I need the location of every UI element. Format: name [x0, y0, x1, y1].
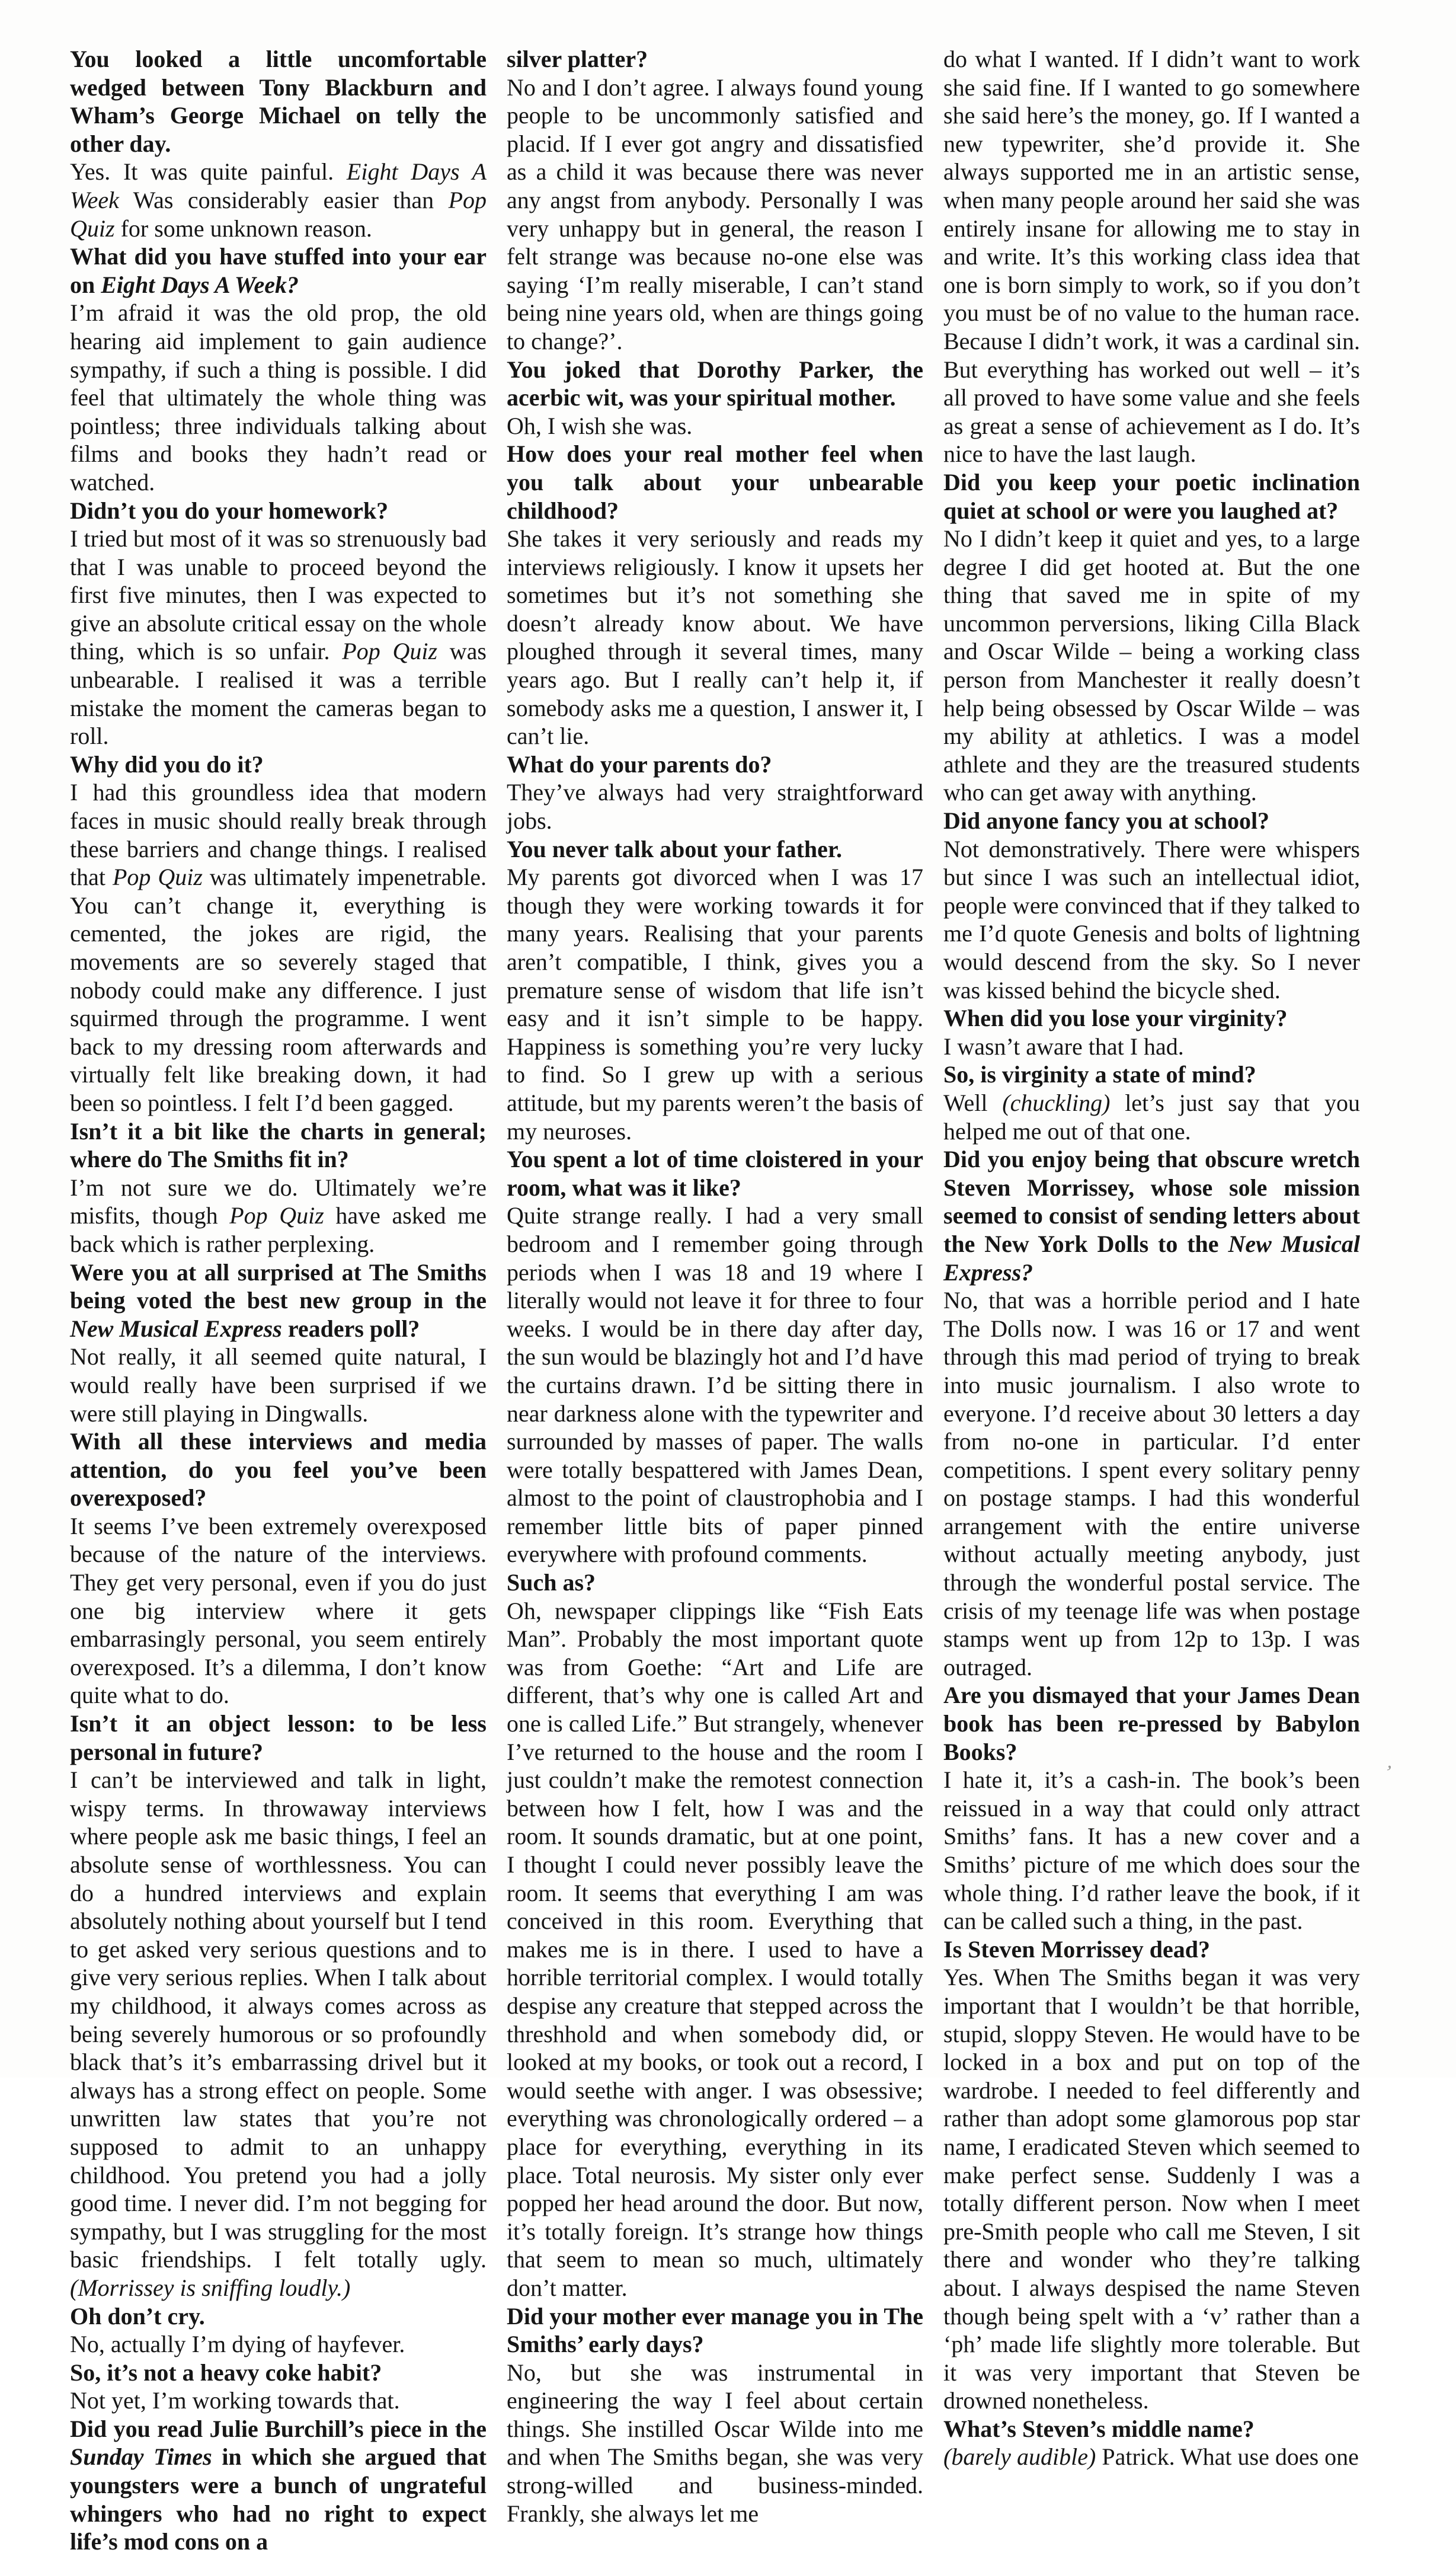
interview-answer	[507, 1597, 923, 2302]
text-run: You spent a lot of time cloistered in your room, what was it like?	[507, 1146, 923, 1201]
interview-answer	[943, 45, 1360, 468]
text-run: Were you at all surprised at The Smiths being voted the best new group in the	[70, 1258, 487, 1314]
interview-question	[70, 1710, 487, 1766]
interview-question	[943, 1681, 1360, 1766]
text-run: Didn’t you do your homework?	[70, 497, 389, 524]
text-run: (Morrissey is sniffing loudly.)	[70, 2274, 351, 2301]
interview-answer	[943, 835, 1360, 1005]
text-run: What did you have stuffed into your ear on	[70, 243, 487, 298]
text-run: She takes it very seriously and reads my interviews religiously. I know it upsets her sometimes but it’s not something she doesn’t already know about. We have ploughed through it several times, many years ago. But I really can’t help it, if somebody asks me a question, I answer it, I can’t lie.	[507, 525, 923, 750]
text-run: (barely audible)	[943, 2443, 1096, 2471]
interview-answer	[507, 778, 923, 835]
text-run: Why did you do it?	[70, 750, 264, 778]
interview-answer	[70, 525, 487, 750]
interview-question	[507, 1568, 923, 1597]
interview-answer	[70, 299, 487, 496]
text-run: No I didn’t keep it quiet and yes, to a large degree I did get hooted at. But the one thing that saved me in spite of my uncommon perversions, liking Cilla Black and Oscar Wilde – being a working class person from Manchester it really doesn’t help being obsessed by Oscar Wilde – was my ability at athletics. I was a model athlete and they are the treasured students who can get away with anything.	[943, 525, 1360, 806]
text-run: Well	[943, 1089, 1003, 1116]
text-run: I’m afraid it was the old prop, the old hearing aid implement to gain audience sympathy, if such a thing is possible. I did feel that ultimately the whole thing was pointless; three individuals talking about films and books they hadn’t read or watched.	[70, 299, 487, 496]
text-run: Eight Days A Week	[70, 158, 487, 213]
interview-question	[507, 440, 923, 525]
text-run: You looked a little uncomfortable wedged between Tony Blackburn and Wham’s George Michael on telly the other day.	[70, 46, 487, 157]
text-run: (chuckling)	[1002, 1089, 1111, 1116]
text-run: do what I wanted. If I didn’t want to work she said fine. If I wanted to go somewhere she said here’s the money, go. If I wanted a new typewriter, she’d provide it. She always supported me in an artistic sense, when many people around her said she was entirely insane for allowing me to stay in and write. It’s this working class idea that one is born simply to work, so if you don’t you must be of no value to the human race. Because I didn’t work, it was a cardinal sin. But everything has worked out well – it’s all proved to have some value and she feels as great a sense of achievement as I do. It’s nice to have the last laugh.	[943, 46, 1360, 468]
text-run: Did you keep your poetic inclination quiet at school or were you laughed at?	[943, 468, 1360, 524]
text-run: Isn’t it a bit like the charts in general; where do The Smiths fit in?	[70, 1117, 487, 1173]
interview-question	[70, 2302, 487, 2331]
interview-question	[70, 242, 487, 299]
interview-answer	[70, 1174, 487, 1258]
text-run: So, is virginity a state of mind?	[943, 1061, 1256, 1088]
interview-answer	[943, 1033, 1360, 1061]
interview-answer	[507, 412, 923, 440]
interview-question	[943, 468, 1360, 525]
text-run: Isn’t it an object lesson: to be less personal in future?	[70, 1710, 487, 1765]
text-run: silver platter?	[507, 46, 648, 72]
interview-answer	[70, 1512, 487, 1710]
text-run: They’ve always had very straightforward jobs.	[507, 779, 923, 835]
text-run: Did you enjoy being that obscure wretch Steven Morrissey, whose sole mission seemed to consist of sending letters about the New York Dolls to the	[943, 1146, 1360, 1257]
text-column-1	[70, 45, 487, 2556]
interview-answer	[70, 158, 487, 242]
interview-question	[943, 1004, 1360, 1033]
text-run: What do your parents do?	[507, 750, 772, 778]
interview-question	[70, 2415, 487, 2556]
interview-question	[943, 807, 1360, 835]
interview-question	[507, 45, 923, 74]
interview-answer	[943, 1089, 1360, 1145]
text-run: Was considerably easier than	[119, 186, 449, 213]
text-run: was ultimately impenetrable. You can’t change it, everything is cemented, the jokes are rigid, the movements are so severely staged that nobody could make any difference. I just squirmed through the programme. I went back to my dressing room afterwards and virtually felt like breaking down, it had been so pointless. I felt I’d been gagged.	[70, 864, 487, 1116]
text-run: Is Steven Morrissey dead?	[943, 1935, 1210, 1963]
text-run: Pop Quiz	[229, 1202, 324, 1229]
interview-answer	[70, 1766, 487, 2302]
text-run: Did your mother ever manage you in The Smiths’ early days?	[507, 2302, 923, 2358]
text-run: No and I don’t agree. I always found young people to be uncommonly satisfied and placid. If I ever got angry and dissatisfied as a child it was because there was never any angst from anybody. Personally I was very unhappy but in general, the reason I felt strange was because no-one else was saying ‘I’m really miserable, I can’t stand being nine years old, when are things going to change?’.	[507, 74, 923, 354]
text-run: Eight Days A Week?	[101, 271, 299, 298]
interview-question	[70, 2359, 487, 2387]
text-run: Such as?	[507, 1569, 596, 1596]
text-run: Patrick. What use does one	[1096, 2443, 1359, 2471]
text-run: Oh, newspaper clippings like “Fish Eats Man”. Probably the most important quote was from Goethe: “Art and Life are different, that’s why one is called Art and one is called Life.” But strangely, whenever I’ve returned to the house and the room I just couldn’t make the remotest connection between how I felt, how I was and the room. It sounds dramatic, but at one point, I thought I could never possibly leave the room. It seems that everything I am was conceived in this room. Everything that makes me is in there. I used to have a horrible territorial complex. I would totally despise any creature that stepped across the threshhold and when somebody did, or looked at my books, or took out a record, I would seethe with anger. I was obsessive; everything was chronologically ordered – a place for everything, everything in its place. Total neurosis. My sister only ever popped her head around the door. But now, it’s totally foreign. It’s strange how things that seem to mean so much, ultimately don’t matter.	[507, 1597, 923, 2301]
text-run: How does your real mother feel when you talk about your unbearable childhood?	[507, 440, 923, 524]
text-run: Pop Quiz	[112, 864, 203, 891]
interview-question	[507, 356, 923, 412]
text-run: Yes. It was quite painful.	[70, 158, 347, 186]
text-run: readers poll?	[281, 1315, 420, 1342]
interview-question	[943, 1060, 1360, 1089]
text-run: Oh don’t cry.	[70, 2302, 205, 2330]
text-run: I wasn’t aware that I had.	[943, 1033, 1184, 1060]
text-run: What’s Steven’s middle name?	[943, 2415, 1255, 2442]
text-run: for some unknown reason.	[114, 215, 372, 242]
text-run: Sunday Times	[70, 2443, 212, 2471]
interview-question	[943, 1145, 1360, 1286]
text-run: Not really, it all seemed quite natural, I would really have been surprised if we were still playing in Dingwalls.	[70, 1343, 487, 1427]
text-run: Quite strange really. I had a very small bedroom and I remember going through periods when I was 18 and 19 where I literally would not leave it for three to four weeks. I would be in there day after day, the sun would be blazingly hot and I’d have the curtains drawn. I’d be sitting there in near darkness alone with the typewriter and surrounded by masses of paper. The walls were totally bespattered with James Dean, almost to the point of claustrophobia and I remember little bits of paper pinned everywhere with profound comments.	[507, 1202, 923, 1568]
interview-question	[943, 1935, 1360, 1964]
text-run: I hate it, it’s a cash-in. The book’s been reissued in a way that could only attract Smiths’ fans. It has a new cover and a Smiths’ picture of me which does sour the whole thing. I’d rather leave the book, if it can be called such a thing, in the past.	[943, 1766, 1360, 1935]
interview-question	[507, 750, 923, 779]
interview-answer	[70, 2386, 487, 2415]
text-run: You never talk about your father.	[507, 835, 842, 862]
interview-question	[507, 2302, 923, 2359]
text-run: New Musical Express?	[943, 1230, 1360, 1286]
interview-answer	[507, 2359, 923, 2528]
interview-question	[70, 1117, 487, 1174]
interview-question	[507, 1145, 923, 1202]
interview-answer	[70, 1343, 487, 1427]
text-run: When did you lose your virginity?	[943, 1005, 1288, 1032]
interview-question	[70, 1258, 487, 1343]
interview-answer	[943, 2443, 1360, 2471]
text-run: in which she argued that youngsters were a bunch of ungrateful whingers who had no right to expect life’s mod cons on a	[70, 2443, 487, 2555]
text-column-3	[943, 45, 1360, 2471]
interview-answer	[507, 74, 923, 356]
interview-answer	[943, 525, 1360, 807]
text-run: was unbearable. I realised it was a terrible mistake the moment the cameras began to roll.	[70, 638, 487, 750]
interview-question	[943, 2415, 1360, 2443]
interview-answer	[507, 863, 923, 1145]
text-run: Did anyone fancy you at school?	[943, 807, 1270, 835]
text-run: My parents got divorced when I was 17 though they were working towards it for many years. Realising that your parents aren’t compatible, I think, gives you a premature sense of wisdom that life isn’t easy and it isn’t simple to be happy. Happiness is something you’re very lucky to find. So I grew up with a serious attitude, but my parents weren’t the basis of my neuroses.	[507, 864, 923, 1145]
text-run: have asked me back which is rather perplexing.	[70, 1202, 487, 1257]
interview-answer	[943, 1963, 1360, 2415]
text-run: I can’t be interviewed and talk in light, wispy terms. In throwaway interviews where people ask me basic things, I feel an absolute sense of worthlessness. You can do a hundred interviews and explain absolutely nothing about yourself but I tend to get asked very serious questions and to give very serious replies. When I talk about my childhood, it always comes across as being severely humorous or so profoundly black that’s it’s embarrassing drivel but it always has a strong effect on people. Some unwritten law states that you’re not supposed to admit to an unhappy childhood. You pretend you had a jolly good time. I never did. I’m not begging for sympathy, but I was struggling for the most basic friendships. I felt totally ugly.	[70, 1766, 487, 2273]
text-run: Did you read Julie Burchill’s piece in the	[70, 2415, 487, 2442]
text-run: With all these interviews and media attention, do you feel you’ve been overexposed?	[70, 1428, 487, 1512]
text-run: No, that was a horrible period and I hate The Dolls now. I was 16 or 17 and went through this mad period of trying to break into music journalism. I also wrote to everyone. I’d receive about 30 letters a day from no-one in particular. I’d enter competitions. I spent every solitary penny on postage stamps. I had this wonderful arrangement with the entire universe without actually meeting anybody, just through the wonderful postal service. The crisis of my teenage life was when postage stamps went up from 12p to 13p. I was outraged.	[943, 1287, 1360, 1680]
text-run: Not demonstratively. There were whispers but since I was such an intellectual idiot, people were convinced that if they talked to me I’d quote Genesis and bolts of lightning would descend from the sky. So I never was kissed behind the bicycle shed.	[943, 835, 1360, 1004]
text-run: So, it’s not a heavy coke habit?	[70, 2359, 382, 2386]
interview-answer	[943, 1286, 1360, 1681]
text-run: let’s just say that you helped me out of that one.	[943, 1089, 1360, 1145]
text-run: I’m not sure we do. Ultimately we’re misfits, though	[70, 1174, 487, 1229]
interview-answer	[70, 778, 487, 1117]
text-run: Not yet, I’m working towards that.	[70, 2387, 400, 2414]
interview-answer	[943, 1766, 1360, 1935]
text-run: Pop Quiz	[342, 638, 438, 665]
text-run: Yes. When The Smiths began it was very important that I wouldn’t be that horrible, stupid, sloppy Steven. He would have to be locked in a box and put on top of the wardrobe. I needed to feel differently and rather than adopt some glamorous pop star name, I eradicated Steven which seemed to make perfect sense. Suddenly I was a totally different person. Now when I meet pre-Smith people who call me Steven, I sit there and wonder who they’re talking about. I always despised the name Steven though being spelt with a ‘v’ rather than a ‘ph’ made life slightly more tolerable. But it was very important that Steven be drowned nonetheless.	[943, 1964, 1360, 2414]
text-run: Oh, I wish she was.	[507, 412, 693, 439]
interview-answer	[507, 525, 923, 750]
interview-answer	[70, 2330, 487, 2359]
text-run: I tried but most of it was so strenuously bad that I was unable to proceed beyond the first five minutes, then I was expected to give an absolute critical essay on the whole thing, which is so unfair.	[70, 525, 487, 665]
text-run: No, but she was instrumental in engineering the way I feel about certain things. She instilled Oscar Wilde into me and when The Smiths began, she was very strong-willed and business-minded. Frankly, she always let me	[507, 2359, 923, 2527]
text-run: It seems I’ve been extremely overexposed because of the nature of the interviews. They get very personal, even if you do just one big interview where it gets embarrasingly personal, you seem entirely overexposed. It’s a dilemma, I don’t know quite what to do.	[70, 1512, 487, 1709]
text-run: No, actually I’m dying of hayfever.	[70, 2331, 405, 2358]
text-column-2	[507, 45, 923, 2528]
interview-question	[70, 497, 487, 525]
text-run: Pop Quiz	[70, 186, 487, 242]
scan-artifact-speck: ʼ	[1383, 1761, 1394, 1784]
interview-question	[70, 1427, 487, 1512]
interview-question	[507, 835, 923, 864]
text-run: I had this groundless idea that modern faces in music should really break through these barriers and change things. I realised that	[70, 779, 487, 891]
interview-answer	[507, 1202, 923, 1568]
text-run: You joked that Dorothy Parker, the acerbic wit, was your spiritual mother.	[507, 356, 923, 411]
text-run: New Musical Express	[70, 1315, 282, 1342]
interview-question	[70, 750, 487, 779]
text-run: Are you dismayed that your James Dean book has been re-pressed by Babylon Books?	[943, 1682, 1360, 1765]
interview-question	[70, 45, 487, 158]
